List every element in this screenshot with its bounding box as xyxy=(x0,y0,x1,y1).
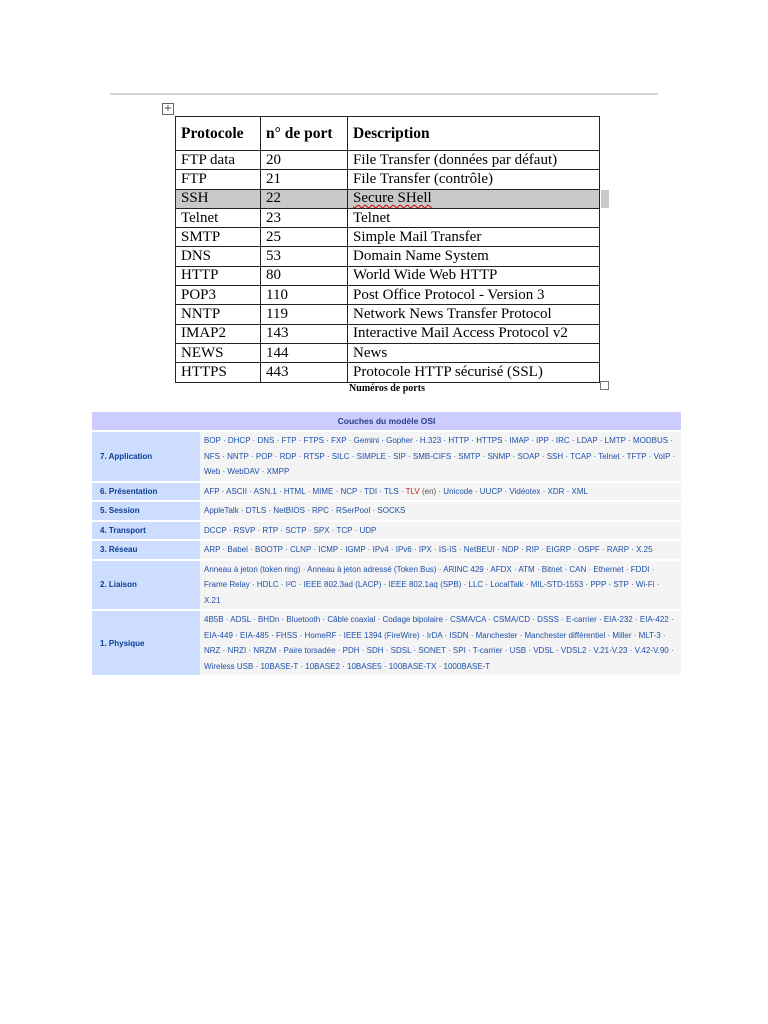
table-row xyxy=(176,247,600,266)
osi-layers-table xyxy=(92,410,681,677)
cell-description: Network News Transfer Protocol xyxy=(348,305,600,324)
osi-header-row xyxy=(92,412,681,430)
protocols-text: · Unicode · UUCP · Vidéotex · XDR · XML xyxy=(438,486,588,496)
cell-description: Telnet xyxy=(348,208,600,227)
spellcheck-text: Secure SHell xyxy=(353,190,432,207)
header-description: Description xyxy=(348,117,600,151)
cell-port: 144 xyxy=(261,343,348,362)
osi-layer-physique[interactable]: 1. Physique xyxy=(92,611,200,675)
osi-protocols-liaison[interactable]: Anneau à jeton (token ring) · Anneau à jeton adressé (Token Bus) · ARINC 429 · AFDX · ATM · Bitnet · CAN · Ethernet · FDDI · Frame Relay · HDLC · I²C · IEEE 802.3ad (LACP) · IEEE 802.1aq (SPB) · LLC · LocalTalk · MIL-STD-1553 · PPP · STP · Wi-Fi · X.21 xyxy=(200,561,681,610)
cell-protocol: NEWS xyxy=(176,343,261,362)
cell-port: 23 xyxy=(261,208,348,227)
cell-port: 53 xyxy=(261,247,348,266)
cell-port: 110 xyxy=(261,286,348,305)
cell-protocol: HTTP xyxy=(176,266,261,285)
cell-port: 80 xyxy=(261,266,348,285)
cell-port: 21 xyxy=(261,170,348,189)
cell-protocol: FTP data xyxy=(176,151,261,170)
osi-protocols-physique[interactable]: 4B5B · ADSL · BHDn · Bluetooth · Câble coaxial · Codage bipolaire · CSMA/CA · CSMA/CD · DSSS · E-carrier · EIA-232 · EIA-422 · EIA-449 · EIA-485 · FHSS · HomeRF · IEEE 1394 (FireWire) · IrDA · ISDN · Manchester · Manchester différentiel · Miller · MLT-3 · NRZ · NRZI · NRZM · Paire torsadée · PDH · SDH · SDSL · SONET · SPI · T-carrier · USB · VDSL · VDSL2 · V.21-V.23 · V.42-V.90 · Wireless USB · 10BASE-T · 10BASE2 · 10BASE5 · 100BASE-TX · 1000BASE-T xyxy=(200,611,681,675)
osi-layer-reseau[interactable]: 3. Réseau xyxy=(92,541,200,559)
table-row xyxy=(176,343,600,362)
table-row xyxy=(176,228,600,247)
cell-protocol: DNS xyxy=(176,247,261,266)
osi-protocols-session[interactable]: AppleTalk · DTLS · NetBIOS · RPC · RSerPool · SOCKS xyxy=(200,502,681,520)
osi-layer-row xyxy=(92,561,681,610)
cell-description: Post Office Protocol - Version 3 xyxy=(348,286,600,305)
selection-end-marker xyxy=(601,190,609,208)
cell-protocol: FTP xyxy=(176,170,261,189)
cell-description: World Wide Web HTTP xyxy=(348,266,600,285)
table-row xyxy=(176,170,600,189)
osi-table-title: Couches du modèle OSI xyxy=(92,412,681,430)
cell-protocol: NNTP xyxy=(176,305,261,324)
cell-protocol: POP3 xyxy=(176,286,261,305)
osi-layer-row xyxy=(92,502,681,520)
ports-table xyxy=(175,116,600,383)
header-port: n° de port xyxy=(261,117,348,151)
header-protocole: Protocole xyxy=(176,117,261,151)
cell-description xyxy=(348,189,600,208)
table-row-selected[interactable] xyxy=(176,189,600,208)
osi-layer-application[interactable]: 7. Application xyxy=(92,432,200,481)
osi-layer-session[interactable]: 5. Session xyxy=(92,502,200,520)
cell-description: Simple Mail Transfer xyxy=(348,228,600,247)
osi-layer-row xyxy=(92,483,681,501)
cell-protocol: SMTP xyxy=(176,228,261,247)
cell-port: 22 xyxy=(261,189,348,208)
cell-protocol: IMAP2 xyxy=(176,324,261,343)
table-move-handle-icon[interactable]: + xyxy=(163,103,173,114)
osi-layer-liaison[interactable]: 2. Liaison xyxy=(92,561,200,610)
ports-table-header-row xyxy=(176,117,600,151)
table-row xyxy=(176,266,600,285)
table-row xyxy=(176,305,600,324)
table-row xyxy=(176,363,600,382)
osi-layer-row xyxy=(92,432,681,481)
table-row xyxy=(176,286,600,305)
cell-protocol: Telnet xyxy=(176,208,261,227)
table-row xyxy=(176,151,600,170)
cell-port: 119 xyxy=(261,305,348,324)
cell-port: 25 xyxy=(261,228,348,247)
osi-layer-row xyxy=(92,541,681,559)
protocols-text: AFP · ASCII · ASN.1 · HTML · MIME · NCP · TDI · TLS · xyxy=(204,486,406,496)
osi-layer-row xyxy=(92,522,681,540)
cell-protocol: SSH xyxy=(176,189,261,208)
cell-port: 20 xyxy=(261,151,348,170)
missing-link-tlv[interactable]: TLV xyxy=(405,486,420,496)
table-resize-handle-icon[interactable] xyxy=(600,381,609,390)
osi-protocols-reseau[interactable]: ARP · Babel · BOOTP · CLNP · ICMP · IGMP · IPv4 · IPv6 · IPX · IS-IS · NetBEUI · NDP · RIP · EIGRP · OSPF · RARP · X.25 xyxy=(200,541,681,559)
cell-description: Protocole HTTP sécurisé (SSL) xyxy=(348,363,600,382)
cell-description: File Transfer (contrôle) xyxy=(348,170,600,189)
osi-protocols-transport[interactable]: DCCP · RSVP · RTP · SCTP · SPX · TCP · UDP xyxy=(200,522,681,540)
table-row xyxy=(176,208,600,227)
osi-layer-transport[interactable]: 4. Transport xyxy=(92,522,200,540)
cell-description: Domain Name System xyxy=(348,247,600,266)
cell-description: File Transfer (données par défaut) xyxy=(348,151,600,170)
osi-protocols-application[interactable]: BOP · DHCP · DNS · FTP · FTPS · FXP · Gemini · Gopher · H.323 · HTTP · HTTPS · IMAP · IPP · IRC · LDAP · LMTP · MODBUS · NFS · NNTP · POP · RDP · RTSP · SILC · SIMPLE · SIP · SMB-CIFS · SMTP · SNMP · SOAP · SSH · TCAP · Telnet · TFTP · VoIP · Web · WebDAV · XMPP xyxy=(200,432,681,481)
page-top-rule xyxy=(110,93,658,95)
osi-layer-presentation[interactable]: 6. Présentation xyxy=(92,483,200,501)
cell-description: News xyxy=(348,343,600,362)
ports-table-caption: Numéros de ports xyxy=(349,383,425,394)
cell-port: 143 xyxy=(261,324,348,343)
lang-note[interactable]: (en) xyxy=(419,486,439,496)
table-row xyxy=(176,324,600,343)
osi-layer-row xyxy=(92,611,681,675)
cell-port: 443 xyxy=(261,363,348,382)
cell-protocol: HTTPS xyxy=(176,363,261,382)
osi-protocols-presentation[interactable] xyxy=(200,483,681,501)
cell-description: Interactive Mail Access Protocol v2 xyxy=(348,324,600,343)
